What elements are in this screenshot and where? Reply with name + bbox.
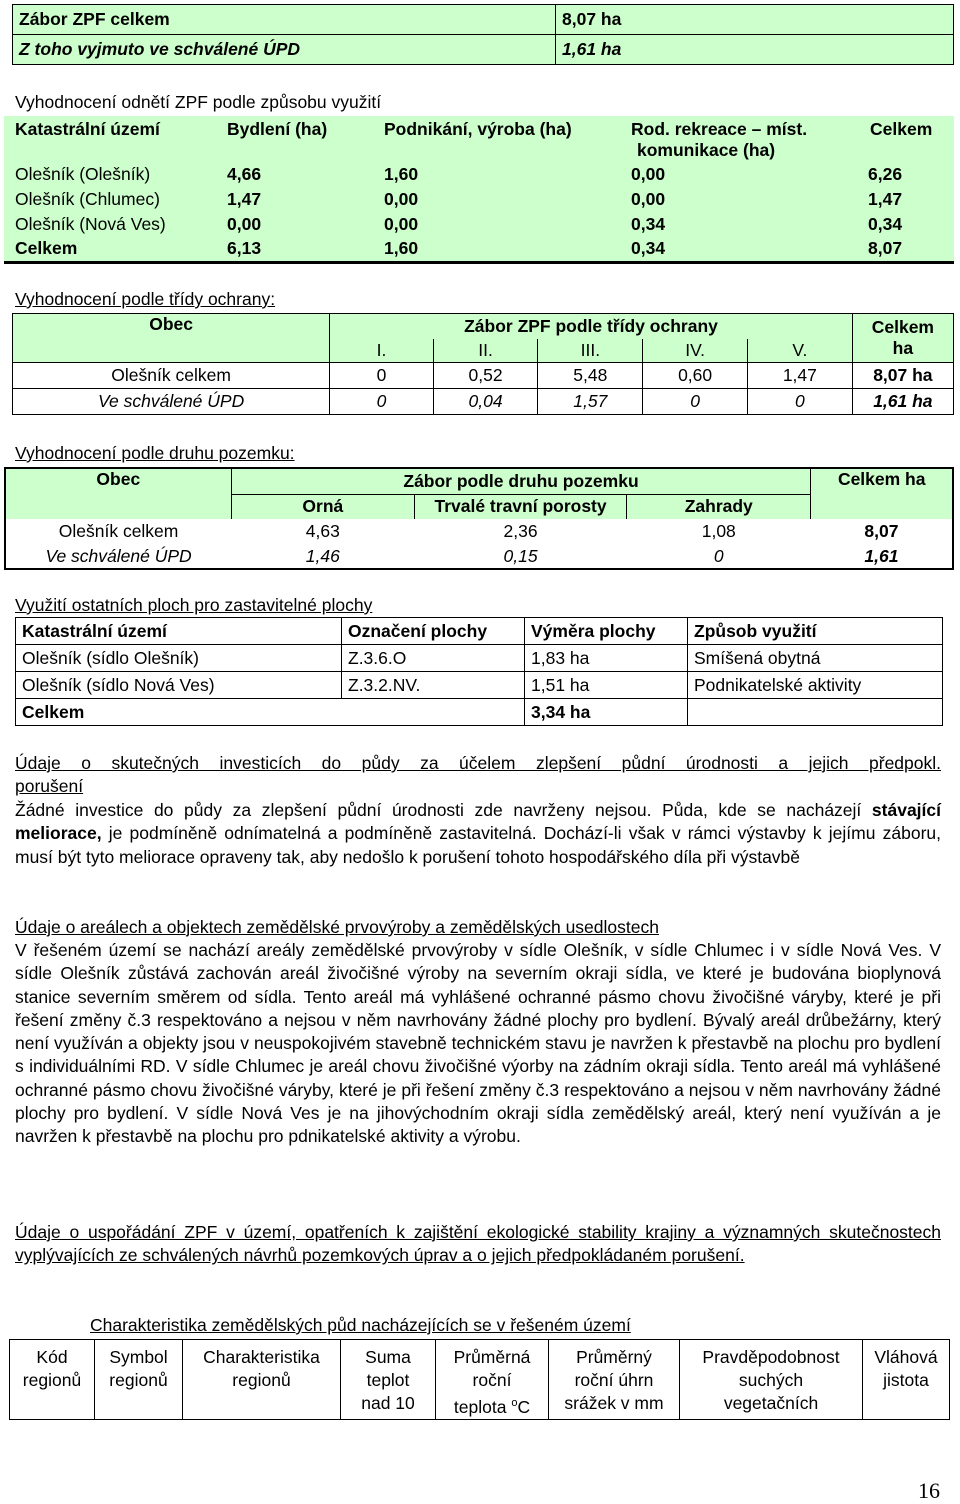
protection-cell: 0 (330, 389, 433, 415)
usage-cell: 0,00 (625, 187, 862, 212)
usage-cell: 6,13 (221, 237, 378, 262)
landtype-header-total: Celkem ha (811, 468, 953, 519)
landtype-table (4, 467, 954, 570)
protection-class: IV. (643, 339, 748, 363)
protection-header-total-line1: Celkem (871, 317, 934, 337)
soils-header-line: roční (472, 1370, 512, 1390)
protection-header-total-line2: ha (892, 338, 914, 358)
landtype-type: Zahrady (627, 494, 811, 519)
soils-header (863, 1340, 950, 1420)
soils-header-line: Průměrný (576, 1347, 652, 1367)
landtype-title: Vyhodnocení podle druhu pozemku: (15, 443, 295, 463)
other-cell: Smíšená obytná (688, 645, 943, 672)
other-total-value: 3,34 ha (525, 699, 688, 726)
protection-cell: 0 (643, 389, 748, 415)
protection-title: Vyhodnocení podle třídy ochrany: (15, 289, 276, 309)
soils-header (341, 1340, 436, 1420)
protection-class: III. (538, 339, 643, 363)
soils-header (680, 1340, 863, 1420)
areals-heading: Údaje o areálech a objektech zemědělské prvovýroby a zemědělských usedlostech (15, 917, 659, 937)
usage-cell: 8,07 (862, 237, 954, 262)
summary-label: Zábor ZPF celkem (13, 5, 556, 35)
landtype-type: Orná (231, 494, 414, 519)
landtype-cell: Olešník celkem (58, 521, 179, 541)
soils-header-line: regionů (22, 1370, 82, 1390)
usage-cell: 0,00 (378, 212, 625, 237)
soils-header-line (442, 1392, 542, 1419)
usage-cell: 0,00 (378, 187, 625, 212)
investments-text (15, 799, 941, 869)
protection-class: II. (433, 339, 538, 363)
landtype-header-group: Zábor podle druhu pozemku (231, 468, 811, 494)
investments-text-bold: stávající meliorace, (15, 800, 941, 844)
other-cell: Z.3.6.O (342, 645, 525, 672)
other-header: Označení plochy (342, 618, 525, 645)
summary-value: 8,07 ha (556, 5, 954, 35)
investments-heading-line1: Údaje o skutečných investicích do půdy za účelem zlepšení půdní úrodnosti a jejich předpokl. (15, 753, 941, 773)
soils-header-line: vegetačních (723, 1393, 819, 1413)
soils-header-line: Symbol (109, 1347, 168, 1367)
usage-cell: 0,34 (625, 212, 862, 237)
usage-cell: 4,66 (221, 162, 378, 187)
landtype-cell: 8,07 (864, 521, 899, 541)
soils-header-line: regionů (232, 1370, 291, 1390)
landtype-cell: Ve schválené ÚPD (45, 545, 192, 566)
soils-header (549, 1340, 680, 1420)
usage-cell: 1,60 (378, 237, 625, 262)
soils-header-line: srážek v mm (564, 1393, 664, 1413)
protection-header-obec: Obec (13, 314, 330, 363)
other-cell: Olešník (sídlo Olešník) (16, 645, 342, 672)
summary-value: 1,61 ha (556, 35, 954, 65)
protection-cell: 0 (747, 389, 852, 415)
other-cell: Podnikatelské aktivity (688, 672, 943, 699)
soils-header-line: Průměrná (453, 1347, 531, 1367)
summary-label: Z toho vyjmuto ve schválené ÚPD (13, 35, 556, 65)
other-header: Způsob využití (688, 618, 943, 645)
protection-table (12, 313, 954, 415)
usage-header (625, 116, 862, 162)
protection-cell: 0,52 (433, 363, 538, 389)
soils-header-line: Pravděpodobnost (702, 1347, 840, 1367)
protection-cell: 1,47 (747, 363, 852, 389)
other-total-empty (688, 699, 943, 726)
usage-cell: 1,60 (378, 162, 625, 187)
landtype-cell: 1,08 (701, 521, 736, 541)
protection-cell: 0,04 (433, 389, 538, 415)
landtype-cell: 1,46 (305, 545, 340, 566)
usage-header-line1: Rod. rekreace – míst. (631, 119, 808, 139)
protection-class: I. (330, 339, 433, 363)
protection-class: V. (747, 339, 852, 363)
usage-header: Celkem (862, 116, 954, 162)
soils-header-line: regionů (109, 1370, 168, 1390)
landtype-cell: 2,36 (503, 521, 538, 541)
usage-cell: Olešník (Chlumec) (4, 187, 221, 212)
soils-header-line: Kód (36, 1347, 68, 1367)
investments-text-b: je podmíněně odnímatelná a podmíněně zastavitelná. Dochází-li však v rámci výstavby k jejímu záboru, musí být tyto meliorace opraveny tak, aby nedošlo k porušení tohoto hospodářského díla při výstavbě (15, 823, 941, 867)
page-number: 16 (918, 1478, 940, 1503)
landtype-cell: 1,61 (864, 545, 899, 566)
protection-cell: 5,48 (538, 363, 643, 389)
protection-cell: Ve schválené ÚPD (13, 389, 330, 415)
soils-header-line: Suma (365, 1347, 411, 1367)
soils-header-text: teplota (453, 1396, 507, 1417)
protection-cell: Olešník celkem (13, 363, 330, 389)
soils-header (436, 1340, 549, 1420)
landtype-header-obec: Obec (5, 468, 231, 519)
usage-cell: 1,47 (221, 187, 378, 212)
other-title: Využití ostatních ploch pro zastavitelné plochy (15, 595, 373, 615)
soils-header-line: Vláhová (874, 1347, 938, 1367)
other-cell: Z.3.2.NV. (342, 672, 525, 699)
usage-title: Vyhodnocení odnětí ZPF podle způsobu využití (15, 92, 382, 112)
usage-cell: Olešník (Olešník) (4, 162, 221, 187)
usage-cell: 0,34 (862, 212, 954, 237)
soils-header-line: roční úhrn (574, 1370, 654, 1390)
investments-heading-line2: porušení (15, 776, 84, 796)
usage-cell: 0,00 (221, 212, 378, 237)
soils-header-line: suchých (738, 1370, 804, 1390)
protection-cell: 0,60 (643, 363, 748, 389)
protection-header-total (852, 314, 953, 363)
usage-header: Bydlení (ha) (221, 116, 378, 162)
soils-header (183, 1340, 341, 1420)
other-header: Katastrální území (16, 618, 342, 645)
other-total-label: Celkem (16, 699, 525, 726)
soils-title: Charakteristika zemědělských půd nacházejících se v řešeném území (90, 1315, 631, 1335)
soils-header (10, 1340, 95, 1420)
usage-cell: 1,47 (862, 187, 954, 212)
other-cell: Olešník (sídlo Nová Ves) (16, 672, 342, 699)
investments-heading (15, 752, 941, 798)
degree-unit: C (517, 1396, 531, 1417)
usage-cell: Celkem (4, 237, 221, 262)
other-table (15, 617, 943, 726)
usage-header-line2: komunikace (ha) (637, 140, 776, 160)
soils-table (9, 1339, 950, 1420)
protection-header-group: Zábor ZPF podle třídy ochrany (330, 314, 853, 339)
usage-cell: Olešník (Nová Ves) (4, 212, 221, 237)
soils-header-line: nad 10 (361, 1393, 415, 1413)
soils-header-line: teplot (366, 1370, 410, 1390)
usage-cell: 6,26 (862, 162, 954, 187)
protection-cell: 8,07 ha (852, 363, 953, 389)
usage-cell: 0,00 (625, 162, 862, 187)
usage-table (4, 116, 954, 264)
soils-header-line: Charakteristika (203, 1347, 320, 1367)
protection-cell: 1,61 ha (852, 389, 953, 415)
usage-header: Podnikání, výroba (ha) (378, 116, 625, 162)
degree-sup: o (511, 1397, 518, 1409)
usage-header: Katastrální území (4, 116, 221, 162)
soils-header (95, 1340, 183, 1420)
areals-text: V řešeném území se nachází areály zemědělské prvovýroby v sídle Olešník, v sídle Chlumec i v sídle Nová Ves. V sídle Olešník zůstává zachován areál živočišné výroby na severním okraji sídla, ve které je budována bioplynová stanice severním směrem od sídla. Tento areál má vyhlášené ochranné pásmo chovu živočišné váryby, které je při řešení změny č.3 respektováno a nejsou v něm navrhovány žádné plochy pro bydlení. Bývalý areál drůbežárny, který není využíván a objekty jsou v neuspokojivém stavebně technickém stavu je navržen k přestavbě na plochu pro bydlení s individuálními RD. V sídle Chlumec je areál chovu živočišné výorby na zádním okraji sídla. Tento areál má vyhlášené ochranné pásmo chovu živočišné váryby, které je při řešení změny č.3 respektováno a nejsou v něm navrhovány žádné plochy pro bydlení. V sídle Nová Ves je na jihovýchodním okraji sídla zemědělský areál, který není využíván a je navržen k přestavbě na plochu pro pdnikatelské aktivity a výrobu. (15, 940, 941, 1147)
protection-cell: 1,57 (538, 389, 643, 415)
landtype-type: Trvalé travní porosty (415, 494, 627, 519)
other-cell: 1,51 ha (525, 672, 688, 699)
zpf-heading: Údaje o uspořádání ZPF v území, opatřeních k zajištění ekologické stability krajiny a významných skutečnostech vyplývajících ze schválených návrhů pozemkových úprav a o jejich předpokládaném porušení. (15, 1222, 941, 1266)
summary-table (12, 4, 954, 65)
landtype-cell: 0,15 (503, 545, 538, 566)
soils-header-line: jistota (883, 1370, 929, 1390)
other-cell: 1,83 ha (525, 645, 688, 672)
investments-text-a: Žádné investice do půdy za zlepšení půdní úrodnosti zde navrženy nejsou. Půda, kde se nacházejí (15, 800, 872, 820)
landtype-cell: 4,63 (305, 521, 340, 541)
protection-cell: 0 (330, 363, 433, 389)
other-header: Výměra plochy (525, 618, 688, 645)
usage-cell: 0,34 (625, 237, 862, 262)
landtype-cell: 0 (713, 545, 724, 566)
